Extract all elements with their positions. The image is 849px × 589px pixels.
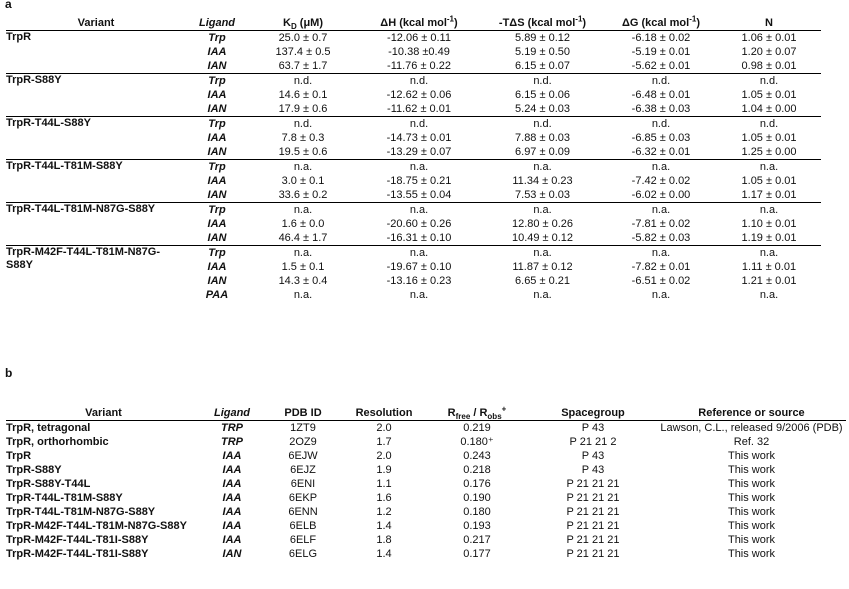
reference-cell: Lawson, C.L., released 9/2006 (PDB): [660, 422, 843, 434]
ts-cell: n.a.: [480, 203, 605, 218]
ts-cell: 11.34 ± 0.23: [512, 175, 573, 187]
ts-cell: 6.97 ± 0.09: [515, 146, 570, 158]
kd-cell: 33.6 ± 0.2: [278, 189, 328, 201]
variant-cell: TrpR-S88Y: [6, 464, 62, 476]
ligand-cell: PAA: [205, 289, 229, 301]
table-a-row: [6, 160, 821, 175]
ligand-cell: IAA: [222, 478, 242, 490]
dh-cell: n.a.: [358, 246, 480, 261]
variant-name: TrpR-S88Y: [6, 74, 186, 117]
dh-cell: -12.06 ± 0.11: [387, 32, 451, 44]
table-b: [6, 406, 846, 561]
resolution-cell: 1.8: [376, 534, 392, 546]
dh-cell: -10.38 ±0.49: [388, 46, 450, 58]
pdb-cell: 6ENN: [288, 506, 318, 518]
dg-cell: -6.51 ± 0.02: [631, 275, 691, 287]
ligand-cell: IAA: [222, 534, 242, 546]
ligand-cell: TRP: [221, 436, 243, 448]
rfree-cell: 0.219: [463, 422, 491, 434]
ligand-cell: TRP: [221, 422, 243, 434]
ligand-cell: IAN: [207, 146, 227, 158]
ts-cell: 5.19 ± 0.50: [515, 46, 570, 58]
ts-cell: 12.80 ± 0.26: [511, 218, 574, 230]
dg-cell: n.a.: [651, 289, 671, 301]
n-cell: 1.05 ± 0.01: [741, 132, 797, 144]
table-b-row: [6, 491, 846, 505]
dh-cell: n.a.: [409, 289, 429, 301]
reference-cell: This work: [727, 506, 776, 518]
ts-cell: n.a.: [480, 160, 605, 175]
pdb-cell: 6EJW: [288, 450, 318, 462]
table-a-row: [6, 203, 821, 218]
n-cell: 1.06 ± 0.01: [741, 32, 797, 44]
table-b-row: [6, 435, 846, 449]
header-ligand-b: Ligand: [213, 407, 251, 419]
resolution-cell: 1.4: [376, 548, 392, 560]
rfree-cell: 0.180⁺: [460, 436, 494, 448]
spacegroup-cell: P 43: [581, 464, 605, 476]
variant-name: TrpR: [6, 31, 32, 43]
kd-cell: 3.0 ± 0.1: [281, 175, 325, 187]
kd-cell: n.a.: [293, 289, 313, 301]
pdb-cell: 6ELG: [288, 548, 318, 560]
ts-cell: 6.15 ± 0.06: [515, 89, 570, 101]
ligand-cell: IAN: [207, 60, 227, 72]
kd-cell: 63.7 ± 1.7: [278, 60, 328, 72]
ts-cell: 11.87 ± 0.12: [512, 261, 573, 273]
kd-cell: n.d.: [248, 74, 358, 89]
dg-cell: -7.81 ± 0.02: [631, 218, 691, 230]
ligand-cell: IAA: [222, 464, 242, 476]
variant-cell: TrpR: [6, 450, 32, 462]
variant-cell: TrpR, orthorhombic: [6, 436, 109, 448]
n-cell: 1.25 ± 0.00: [741, 146, 797, 158]
n-cell: 1.20 ± 0.07: [741, 46, 797, 58]
reference-cell: This work: [727, 548, 776, 560]
reference-cell: This work: [727, 478, 776, 490]
kd-cell: 25.0 ± 0.7: [278, 32, 328, 44]
resolution-cell: 1.7: [376, 436, 392, 448]
ligand-cell: IAN: [207, 103, 227, 115]
n-cell: n.a.: [717, 246, 821, 261]
header-n: N: [765, 17, 773, 29]
dh-cell: -18.75 ± 0.21: [386, 175, 452, 187]
dh-cell: -13.16 ± 0.23: [386, 275, 452, 287]
variant-cell: TrpR-S88Y-T44L: [6, 478, 91, 490]
table-a-row: [6, 74, 821, 89]
pdb-cell: 6ENI: [290, 478, 316, 490]
ligand-cell: IAA: [222, 520, 242, 532]
variant-cell: TrpR-T44L-T81M-S88Y: [6, 492, 123, 504]
header-ts: -TΔS (kcal mol$^{-1}$): [498, 14, 587, 29]
n-cell: n.a.: [717, 160, 821, 175]
n-cell: 1.10 ± 0.01: [741, 218, 797, 230]
ts-cell: 7.88 ± 0.03: [515, 132, 570, 144]
kd-cell: 14.3 ± 0.4: [278, 275, 328, 287]
pdb-cell: 6ELB: [289, 520, 317, 532]
dg-cell: -6.02 ± 0.00: [631, 189, 691, 201]
header-reference: Reference or source: [698, 407, 805, 419]
ligand-cell: Trp: [186, 246, 248, 261]
header-kd: $K_D$ (μM): [282, 17, 323, 32]
header-variant-b: Variant: [85, 407, 122, 419]
variant-name: TrpR-T44L-S88Y: [6, 117, 186, 160]
table-a-row: [6, 31, 821, 46]
header-dh: ΔH (kcal mol$^{-1}$): [380, 14, 458, 29]
ts-cell: n.d.: [480, 74, 605, 89]
dh-cell: -13.55 ± 0.04: [386, 189, 452, 201]
n-cell: 1.11 ± 0.01: [741, 261, 797, 273]
ts-cell: 6.15 ± 0.07: [515, 60, 570, 72]
spacegroup-cell: P 21 21 2: [569, 436, 617, 448]
reference-cell: This work: [727, 450, 776, 462]
ts-cell: 7.53 ± 0.03: [515, 189, 570, 201]
dh-cell: -16.31 ± 0.10: [386, 232, 452, 244]
pdb-cell: 6EKP: [288, 492, 318, 504]
ligand-cell: IAA: [207, 175, 227, 187]
rfree-cell: 0.180: [463, 506, 491, 518]
header-ligand: Ligand: [198, 17, 236, 29]
ts-cell: 6.65 ± 0.21: [515, 275, 570, 287]
header-rfree: $R_{free} / R_{obs}^+$: [447, 404, 507, 422]
spacegroup-cell: P 21 21 21: [566, 506, 620, 518]
reference-cell: This work: [727, 520, 776, 532]
table-b-row: [6, 449, 846, 463]
ligand-cell: IAN: [207, 275, 227, 287]
spacegroup-cell: P 21 21 21: [566, 534, 620, 546]
pdb-cell: 2OZ9: [289, 436, 317, 448]
ts-cell: 10.49 ± 0.12: [511, 232, 574, 244]
pdb-cell: 1ZT9: [290, 422, 316, 434]
variant-cell: TrpR, tetragonal: [6, 422, 91, 434]
dh-cell: n.a.: [358, 203, 480, 218]
kd-cell: n.d.: [248, 117, 358, 132]
n-cell: 1.19 ± 0.01: [741, 232, 797, 244]
ligand-cell: IAA: [207, 132, 227, 144]
ts-cell: n.a.: [480, 246, 605, 261]
variant-name: TrpR-T44L-T81M-S88Y: [6, 160, 186, 203]
rfree-cell: 0.176: [463, 478, 491, 490]
dg-cell: n.a.: [605, 160, 717, 175]
dh-cell: -13.29 ± 0.07: [386, 146, 452, 158]
rfree-cell: 0.243: [463, 450, 491, 462]
n-cell: 0.98 ± 0.01: [741, 60, 797, 72]
header-variant: Variant: [77, 17, 115, 29]
resolution-cell: 1.2: [376, 506, 392, 518]
ligand-cell: IAA: [222, 450, 242, 462]
dh-cell: -12.62 ± 0.06: [386, 89, 452, 101]
resolution-cell: 2.0: [376, 450, 392, 462]
ligand-cell: IAA: [222, 492, 242, 504]
panel-a-label: a: [5, 0, 12, 11]
resolution-cell: 1.1: [376, 478, 392, 490]
variant-name: TrpR-M42F-T44L-T81M-N87G-S88Y: [6, 246, 186, 303]
kd-cell: 137.4 ± 0.5: [275, 46, 331, 58]
ligand-cell: IAN: [207, 232, 227, 244]
spacegroup-cell: P 21 21 21: [566, 520, 620, 532]
dg-cell: -5.82 ± 0.03: [631, 232, 691, 244]
kd-cell: 1.5 ± 0.1: [281, 261, 325, 273]
spacegroup-cell: P 21 21 21: [566, 478, 620, 490]
dh-cell: -19.67 ± 0.10: [386, 261, 452, 273]
n-cell: 1.21 ± 0.01: [741, 275, 797, 287]
kd-cell: 14.6 ± 0.1: [278, 89, 328, 101]
dg-cell: -6.85 ± 0.03: [631, 132, 691, 144]
ligand-cell: Trp: [186, 74, 248, 89]
panel-b-label: b: [5, 366, 13, 380]
kd-cell: 1.6 ± 0.0: [281, 218, 325, 230]
kd-cell: 46.4 ± 1.7: [278, 232, 328, 244]
pdb-cell: 6EJZ: [290, 464, 316, 476]
ligand-cell: IAA: [222, 506, 242, 518]
dh-cell: n.a.: [358, 160, 480, 175]
ts-cell: n.d.: [480, 117, 605, 132]
kd-cell: 17.9 ± 0.6: [278, 103, 328, 115]
table-b-row: [6, 463, 846, 477]
header-dg: ΔG (kcal mol$^{-1}$): [622, 14, 700, 29]
table-a-row: [6, 246, 821, 261]
table-a-row: [6, 117, 821, 132]
ligand-cell: IAA: [207, 89, 227, 101]
dg-cell: n.a.: [605, 246, 717, 261]
ligand-cell: Trp: [186, 160, 248, 175]
dg-cell: n.d.: [605, 74, 717, 89]
ligand-cell: Trp: [186, 203, 248, 218]
rfree-cell: 0.177: [463, 548, 491, 560]
dh-cell: n.d.: [358, 74, 480, 89]
reference-cell: This work: [727, 464, 776, 476]
dh-cell: n.d.: [358, 117, 480, 132]
header-pdb: PDB ID: [284, 407, 322, 419]
table-b-row: [6, 547, 846, 561]
resolution-cell: 2.0: [376, 422, 392, 434]
rfree-cell: 0.218: [463, 464, 491, 476]
table-b-row: [6, 421, 846, 436]
table-b-row: [6, 533, 846, 547]
spacegroup-cell: P 21 21 21: [566, 548, 620, 560]
rfree-cell: 0.190: [463, 492, 491, 504]
rfree-cell: 0.217: [463, 534, 491, 546]
n-cell: 1.04 ± 0.00: [741, 103, 797, 115]
n-cell: n.a.: [717, 203, 821, 218]
dg-cell: -5.19 ± 0.01: [631, 46, 691, 58]
kd-cell: n.a.: [248, 160, 358, 175]
ts-cell: n.a.: [533, 289, 552, 301]
dg-cell: -6.32 ± 0.01: [631, 146, 691, 158]
kd-cell: n.a.: [248, 246, 358, 261]
dg-cell: -7.42 ± 0.02: [631, 175, 691, 187]
variant-cell: TrpR-T44L-T81M-N87G-S88Y: [6, 506, 156, 518]
header-spacegroup: Spacegroup: [561, 407, 625, 419]
dg-cell: -6.38 ± 0.03: [631, 103, 691, 115]
table-b-row: [6, 505, 846, 519]
spacegroup-cell: P 21 21 21: [566, 492, 620, 504]
n-cell: 1.05 ± 0.01: [741, 175, 797, 187]
dg-cell: -6.48 ± 0.01: [631, 89, 691, 101]
ligand-cell: IAA: [207, 218, 227, 230]
dg-cell: n.d.: [605, 117, 717, 132]
ligand-cell: IAA: [207, 46, 227, 58]
table-b-row: [6, 477, 846, 491]
reference-cell: Ref. 32: [733, 436, 770, 448]
dh-cell: -14.73 ± 0.01: [386, 132, 452, 144]
dg-cell: -5.62 ± 0.01: [631, 60, 691, 72]
dh-cell: -20.60 ± 0.26: [386, 218, 452, 230]
dh-cell: -11.76 ± 0.22: [387, 60, 451, 72]
dg-cell: -6.18 ± 0.02: [631, 32, 691, 44]
n-cell: n.d.: [717, 117, 821, 132]
n-cell: n.d.: [717, 74, 821, 89]
ligand-cell: Trp: [208, 32, 226, 44]
table-a: [6, 16, 821, 302]
variant-cell: TrpR-M42F-T44L-T81M-N87G-S88Y: [6, 520, 187, 532]
dg-cell: n.a.: [605, 203, 717, 218]
kd-cell: n.a.: [248, 203, 358, 218]
reference-cell: This work: [727, 534, 776, 546]
resolution-cell: 1.4: [376, 520, 392, 532]
header-resolution: Resolution: [355, 407, 413, 419]
kd-cell: 19.5 ± 0.6: [278, 146, 328, 158]
ligand-cell: IAN: [222, 548, 242, 560]
variant-cell: TrpR-M42F-T44L-T81I-S88Y: [6, 534, 149, 546]
ligand-cell: Trp: [186, 117, 248, 132]
ts-cell: 5.89 ± 0.12: [515, 32, 570, 44]
dg-cell: -7.82 ± 0.01: [631, 261, 691, 273]
variant-cell: TrpR-M42F-T44L-T81I-S88Y: [6, 548, 149, 560]
n-cell: n.a.: [759, 289, 779, 301]
dh-cell: -11.62 ± 0.01: [387, 103, 451, 115]
pdb-cell: 6ELF: [289, 534, 317, 546]
rfree-cell: 0.193: [463, 520, 491, 532]
ts-cell: 5.24 ± 0.03: [515, 103, 570, 115]
spacegroup-cell: P 43: [581, 450, 605, 462]
kd-cell: 7.8 ± 0.3: [281, 132, 325, 144]
n-cell: 1.05 ± 0.01: [741, 89, 797, 101]
table-b-row: [6, 519, 846, 533]
resolution-cell: 1.6: [376, 492, 392, 504]
spacegroup-cell: P 43: [581, 422, 605, 434]
reference-cell: This work: [727, 492, 776, 504]
ligand-cell: IAN: [207, 189, 227, 201]
variant-name: TrpR-T44L-T81M-N87G-S88Y: [6, 203, 186, 246]
ligand-cell: IAA: [207, 261, 227, 273]
n-cell: 1.17 ± 0.01: [741, 189, 797, 201]
resolution-cell: 1.9: [376, 464, 392, 476]
